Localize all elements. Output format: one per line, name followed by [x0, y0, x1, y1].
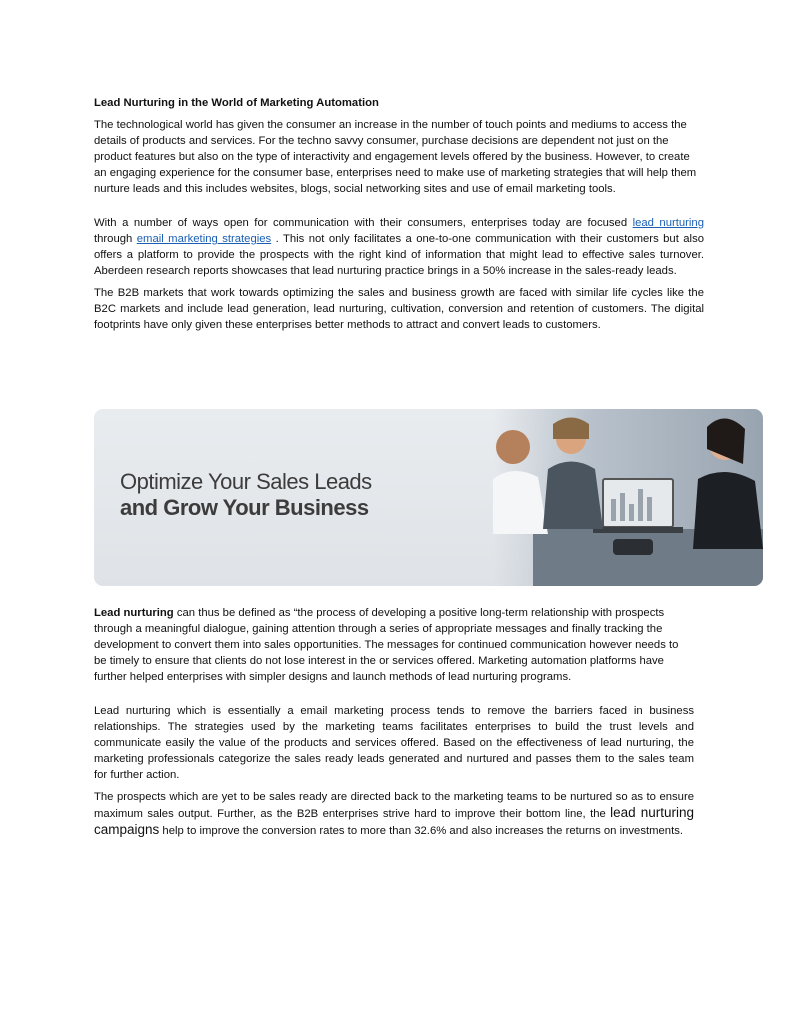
paragraph-1: The technological world has given the consumer an increase in the number of touch points and mediums to access the details of products and services. For the techno savvy consumer, purchase decisions are dependent not just on the product features but also on the type of interactivity and engagement levels offered by the business. However, to create an engaging experience for the consumer base, enterprises need to make use of marketing strategies that will help them nurture leads and this includes websites, blogs, social networking sites and use of email marketing tools.: [94, 119, 697, 195]
article-bottom: [94, 605, 694, 839]
paragraph-3: The B2B markets that work towards optimizing the sales and business growth are faced with similar life cycles like the B2C markets and include lead generation, lead nurturing, cultivation, conversion and retention of customers. The digital footprints have only given these enterprises better methods to attract and convert leads to customers.: [94, 287, 704, 331]
email-marketing-strategies-link[interactable]: email marketing strategies: [136, 233, 272, 245]
banner-title: [120, 469, 372, 521]
meeting-illustration: [493, 409, 763, 586]
article-top: [94, 95, 704, 333]
paragraph-5: Lead nurturing which is essentially a email marketing process tends to remove the barriers faced in business relationships. The strategies used by the marketing teams facilitates enterprises to build the trust levels and communicate easily the value of the products and services offered. Based on the effectiveness of lead nurturing, the marketing professionals categorize the sales ready leads generated and nurtured and passes them to the sales team for further action.: [94, 705, 694, 781]
article-heading: Lead Nurturing in the World of Marketing Automation: [94, 97, 379, 109]
paragraph-4: Lead nurturing can thus be defined as “the process of developing a positive long-term relationship with prospects through a meaningful dialogue, gaining attention through a series of appropriate messages and finally tracking the development to convert them into sales opportunities. The messages for continued communication however needs to be timely to ensure that clients do not lose interest in the or services offered. Marketing automation platforms have further helped enterprises with simpler designs and launch methods of lead nurturing programs.: [94, 607, 679, 683]
banner-line-1: Optimize Your Sales Leads: [120, 469, 372, 494]
promo-banner: [94, 409, 763, 586]
paragraph-6: The prospects which are yet to be sales ready are directed back to the marketing teams to be nurtured so as to ensure maximum sales output. Further, as the B2B enterprises strive hard to improve their bottom line, the lead nurturing campaigns help to improve the conversion rates to more than 32.6% and also increases the returns on investments.: [94, 791, 694, 837]
banner-line-2: and Grow Your Business: [120, 495, 369, 520]
lead-nurturing-link[interactable]: lead nurturing: [632, 217, 704, 229]
business-meeting-photo: [493, 409, 763, 586]
paragraph-2: With a number of ways open for communication with their consumers, enterprises today are focused lead nurturing through email marketing strategies . This not only facilitates a one-to-one communication with their customers but also offers a platform to provide the prospects with the right kind of information that might lead to effective sales turnover. Aberdeen research reports showcases that lead nurturing practice brings in a 50% increase in the sales-ready leads.: [94, 217, 705, 277]
